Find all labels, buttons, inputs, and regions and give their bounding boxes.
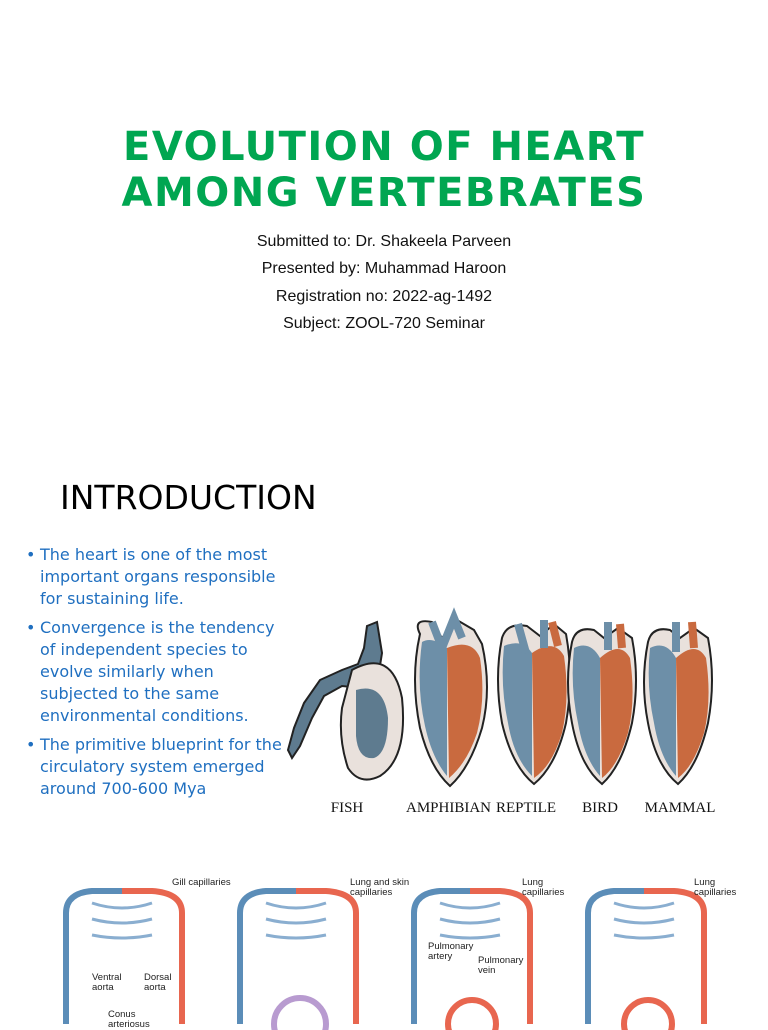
bird-heart-image	[568, 622, 636, 784]
presentation-title	[0, 124, 768, 216]
title-line-2: AMONG VERTEBRATES	[121, 170, 647, 216]
submitted-to: Submitted to: Dr. Shakeela Parveen	[256, 233, 512, 250]
introduction-slide	[0, 448, 768, 1030]
label-gill-capillaries: Gill capillaries	[172, 877, 231, 888]
heart-label-bird: BIRD	[582, 800, 618, 816]
subject: Subject: ZOOL-720 Seminar	[283, 314, 485, 332]
bullet-item: • Convergence is the tendency of independent species to evolve similarly when subjected to the same environmental conditions.	[26, 617, 288, 727]
label-lung-skin-capillaries: Lung and skin capillaries	[350, 877, 410, 898]
bullet-item: • The heart is one of the most important organs responsible for sustaining life.	[26, 544, 288, 610]
amphibian-heart-image	[415, 618, 487, 786]
label-lung-capillaries-2: Lung capillaries	[694, 877, 737, 898]
reptile-heart-image	[498, 620, 570, 784]
label-conus-arteriosus: Conus arteriosus	[108, 1009, 150, 1030]
bullet-list	[26, 544, 288, 807]
title-slide	[0, 0, 768, 448]
fish-heart-image	[288, 622, 403, 780]
heart-label-amphibian: AMPHIBIAN	[406, 800, 492, 816]
heart-label-fish: FISH	[330, 800, 364, 816]
title-line-1: EVOLUTION OF HEART	[123, 124, 645, 170]
registration-no: Registration no: 2022-ag-1492	[275, 287, 493, 305]
label-pulmonary-vein: Pulmonary vein	[478, 955, 524, 976]
label-dorsal-aorta: Dorsal aorta	[144, 972, 172, 993]
heart-label-reptile: REPTILE	[496, 800, 556, 816]
label-pulmonary-artery: Pulmonary artery	[428, 941, 474, 962]
label-ventral-aorta: Ventral aorta	[92, 972, 122, 993]
heart-label-mammal: MAMMAL	[644, 800, 716, 816]
slide-heading: INTRODUCTION	[60, 478, 317, 517]
presenter-info	[0, 228, 768, 337]
mammal-heart-image	[644, 622, 712, 784]
bullet-item: • The primitive blueprint for the circulatory system emerged around 700-600 Mya	[26, 734, 288, 800]
presented-by: Presented by: Muhammad Haroon	[261, 260, 507, 278]
label-lung-capillaries-1: Lung capillaries	[522, 877, 565, 898]
